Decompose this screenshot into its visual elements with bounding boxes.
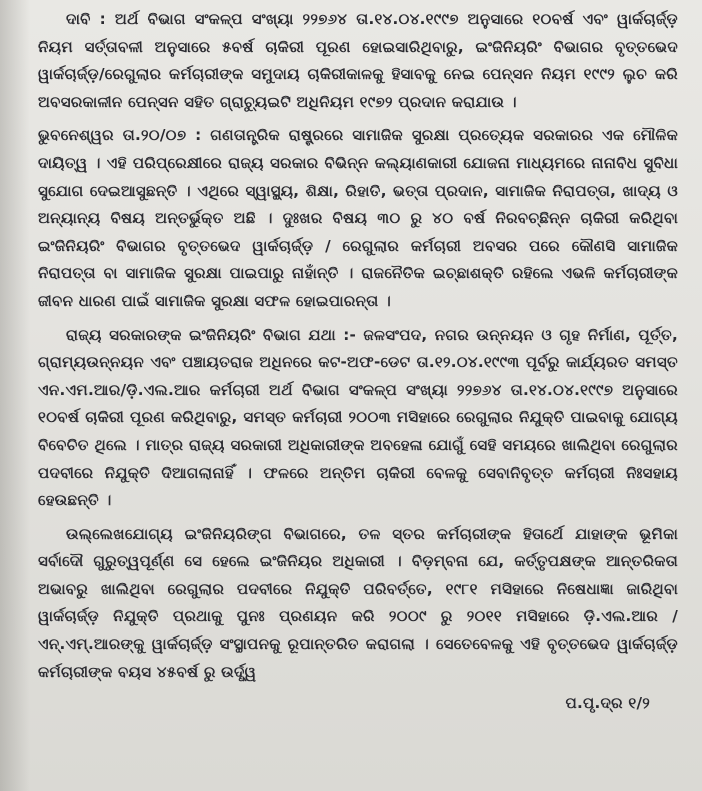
body-paragraph-3: ଉଲ୍ଲେଖଯୋଗ୍ୟ ଇଂଜିନିୟରିଙ୍ଗ ବିଭାଗରେ, ତଳ ସ୍ତର କର୍ମଚାରୀଙ୍କ ହିତାର୍ଥେ ଯାହାଙ୍କ ଭୂମିକା ସର୍ବାଦୌ ଗୁରୁତ୍ୱପୂର୍ଣ୍ଣ ସେ ହେଲେ ଇଂଜିନିୟର ଅଧିକାରୀ । ବିଡ଼ମ୍ବନା ଯେ, କର୍ତ୍ତୃପକ୍ଷଙ୍କ ଆନ୍ତରିକତା ଅଭାବରୁ ଖାଲିଥିବା ରେଗୁଲାର ପଦବୀରେ ନିଯୁକ୍ତି ପରିବର୍ତ୍ତେ, ୧୯୮୧ ମସିହାରେ ନିଷେଧାଜ୍ଞା ଜାରିଥିବା ୱାର୍କଚାର୍ଜ୍ଡ଼ ନିଯୁକ୍ତି ପ୍ରଥାକୁ ପୁନଃ ପ୍ରଣୟନ କରି ୨୦୦୯ ରୁ ୨୦୧୧ ମସିହାରେ ଡ଼ି.ଏଲ.ଆର / ଏନ୍.ଏମ୍.ଆରଙ୍କୁ ୱାର୍କଚାର୍ଜ୍ଡ଼ ସଂସ୍ଥାପନକୁ ରୂପାନ୍ତରିତ କରାଗଲା । ସେତେବେଳକୁ ଏହି ବୃତ୍ତଭେଦ ୱାର୍କଚାର୍ଜ୍ଡ଼ କର୍ମଚାରୀଙ୍କ ବୟସ ୪୫ବର୍ଷ ରୁ ଉର୍ଦ୍ଧ୍ୱ	[38, 524, 678, 681]
body-paragraph-1: ଭୁବନେଶ୍ୱର ତା.୨୦/୦୭ : ଗଣତାନ୍ତ୍ରିକ ରାଷ୍ଟ୍ରରେ ସାମାଜିକ ସୁରକ୍ଷା ପ୍ରତ୍ୟେକ ସରକାରର ଏକ ମୌଳିକ ଦାୟିତ୍ୱ । ଏହି ପରିପ୍ରେକ୍ଷୀରେ ରାଜ୍ୟ ସରକାର ବିଭିନ୍ନ କଲ୍ୟାଣକାରୀ ଯୋଜନା ମାଧ୍ୟମରେ ନାନାବିଧ ସୁବିଧା ସୁଯୋଗ ଦେଇଆସୁଛନ୍ତି । ଏଥିରେ ସ୍ୱାସ୍ଥ୍ୟ, ଶିକ୍ଷା, ରିହାତି, ଭତ୍ତା ପ୍ରଦାନ, ସାମାଜିକ ନିରାପତ୍ତା, ଖାଦ୍ୟ ଓ ଅନ୍ୟାନ୍ୟ ବିଷୟ ଅନ୍ତର୍ଭୁକ୍ତ ଅଛି । ଦୁଃଖର ବିଷୟ ୩୦ ରୁ ୪୦ ବର୍ଷ ନିରବଚ୍ଛିନ୍ନ ଚାକିରୀ କରିଥିବା ଇଂଜିନିୟରିଂ ବିଭାଗର ବୃତ୍ତଭେଦ ୱାର୍କଚାର୍ଜ୍ଡ଼ / ରେଗୁଲାର କର୍ମଚାରୀ ଅବସର ପରେ କୌଣସି ସାମାଜିକ ନିରାପତ୍ତା ବା ସାମାଜିକ ସୁରକ୍ଷା ପାଇପାରୁ ନାହାଁନ୍ତି । ରାଜନୈତିକ ଇଚ୍ଛାଶକ୍ତି ରହିଲେ ଏଭଳି କର୍ମଚାରୀଙ୍କ ଜୀବନ ଧାରଣ ପାଇଁ ସାମାଜିକ ସୁରକ୍ଷା ସଫଳ ହୋଇପାରନ୍ତା ।	[38, 126, 678, 310]
continued-page-ref: ପ.ପୃ.ଦ୍ର ୧/୨	[565, 694, 650, 713]
page-edge-shadow	[0, 0, 30, 791]
document-body	[38, 6, 678, 724]
body-paragraph-2: ରାଜ୍ୟ ସରକାରଙ୍କ ଇଂଜିନିୟରିଂ ବିଭାଗ ଯଥା :- ଜଳସଂପଦ, ନଗର ଉନ୍ନୟନ ଓ ଗୃହ ନିର୍ମାଣ, ପୂର୍ତ୍ତ, ଗ୍ରାମ୍ୟଉନ୍ନୟନ ଏବଂ ପଞ୍ଚାୟତରାଜ ଅଧିନରେ କଟ-ଅଫ-ଡେଟ ତା.୧୨.୦୪.୧୯୯୩ ପୂର୍ବରୁ କାର୍ଯ୍ୟରତ ସମସ୍ତ ଏନ.ଏମ.ଆର/ଡ଼ି.ଏଲ.ଆର କର୍ମଚାରୀ ଅର୍ଥ ବିଭାଗ ସଂକଳ୍ପ ସଂଖ୍ୟା ୨୨୭୬୪ ତା.୧୪.୦୪.୧୯୯୭ ଅନୁସାରେ ୧୦ବର୍ଷ ଚାକିରୀ ପୂରଣ କରିଥିବାରୁ, ସମସ୍ତ କର୍ମଚାରୀ ୨୦୦୩ ମସିହାରେ ରେଗୁଲାର ନିଯୁକ୍ତି ପାଇବାକୁ ଯୋଗ୍ୟ ବିବେଚିତ ଥିଲେ । ମାତ୍ର ରାଜ୍ୟ ସରକାରୀ ଅଧିକାରୀଙ୍କ ଅବହେଳା ଯୋଗୁଁ ସେହି ସମୟରେ ଖାଲିଥିବା ରେଗୁଲାର ପଦବୀରେ ନିଯୁକ୍ତି ଦିଆଗଲାନାହିଁ । ଫଳରେ ଅନ୍ତିମ ଚାକିରୀ ବେଳକୁ ସେବାନିବୃତ୍ତ କର୍ମଚାରୀ ନିଃସହାୟ ହେଉଛନ୍ତି ।	[38, 325, 678, 510]
demand-paragraph: ଦାବି : ଅର୍ଥ ବିଭାଗ ସଂକଳ୍ପ ସଂଖ୍ୟା ୨୨୭୬୪ ତା.୧୪.୦୪.୧୯୯୭ ଅନୁସାରେ ୧୦ବର୍ଷ ଏବଂ ୱାର୍କଚାର୍ଜ୍ଡ଼ ନିୟମ ସର୍ତ୍ତାବଳୀ ଅନୁସାରେ ୫ବର୍ଷ ଚାକିରୀ ପୂରଣ ହୋଇସାରିଥିବାରୁ, ଇଂଜିନିୟରିଂ ବିଭାଗର ବୃତ୍ତଭେଦ ୱାର୍କଚାର୍ଜ୍ଡ଼/ରେଗୁଲାର କର୍ମଚାରୀଙ୍କ ସମୁଦାୟ ଚାକିରୀକାଳକୁ ହିସାବକୁ ନେଇ ପେନ୍‌ସନ ନିୟମ ୧୯୯୨ ଲୁଚ କରି ଅବସରକାଳୀନ ପେନ୍‌ସନ ସହିତ ଗ୍ରାଚ୍ୟୁଇଟି ଅଧିନିୟମ ୧୯୭୨ ପ୍ରଦାନ କରାଯାଉ ।	[38, 10, 678, 111]
